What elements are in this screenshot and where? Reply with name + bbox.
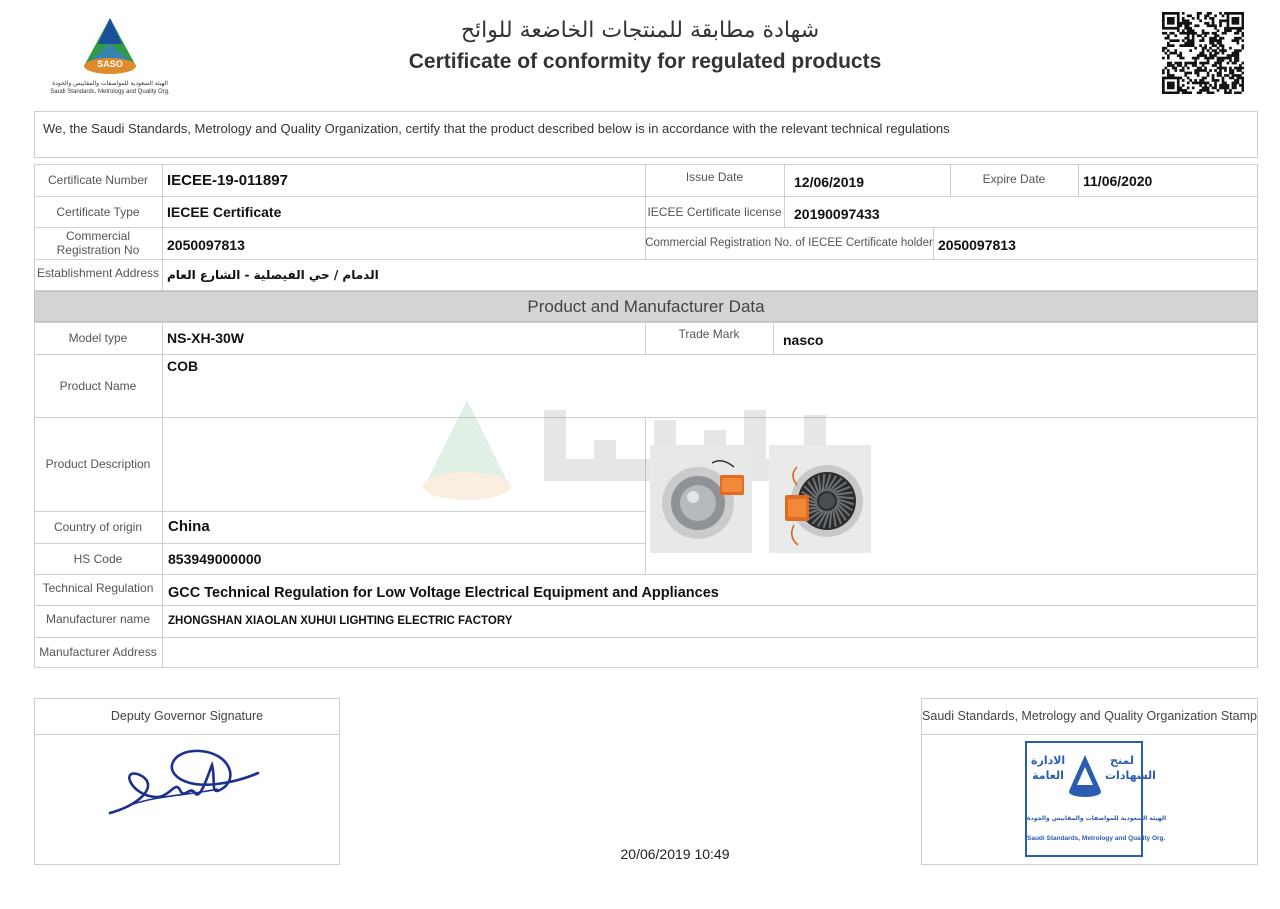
certificate-number: IECEE-19-011897 — [167, 171, 288, 189]
iecee-license: 20190097433 — [794, 205, 880, 222]
establishment-address: الدمام / حي الفيصلية - الشارع العام — [167, 268, 379, 282]
technical-regulation-label: Technical Regulation — [42, 581, 154, 595]
cr-holder-label: Commercial Registration No. of IECEE Certificate holder — [645, 237, 933, 249]
hs-code-label: HS Code — [73, 551, 123, 566]
establishment-address-label: Establishment Address — [36, 266, 160, 280]
model-type-label: Model type — [68, 331, 128, 345]
signature — [100, 745, 270, 825]
saso-logo-icon — [40, 14, 180, 100]
technical-regulation: GCC Technical Regulation for Low Voltage Electrical Equipment and Appliances — [168, 585, 719, 601]
manufacturer-name-label: Manufacturer name — [45, 612, 151, 626]
saso-stamp — [1025, 741, 1167, 857]
stamp-arabic-left: لمنح الشهادات — [1105, 754, 1156, 782]
logo-text: SASO — [97, 59, 123, 69]
product-name-label: Product Name — [59, 378, 137, 393]
country-of-origin: China — [168, 517, 210, 535]
product-description-label: Product Description — [45, 457, 151, 471]
commercial-registration: 2050097813 — [167, 237, 245, 253]
certificate-number-label: Certificate Number — [47, 173, 149, 187]
expire-date-label: Expire Date — [982, 172, 1046, 186]
expire-date: 11/06/2020 — [1083, 173, 1153, 189]
downlight-front-icon — [650, 445, 752, 553]
issue-date-label: Issue Date — [685, 170, 744, 184]
manufacturer-name: ZHONGSHAN XIAOLAN XUHUI LIGHTING ELECTRIC FACTORY — [168, 615, 513, 627]
product-image-back — [769, 445, 871, 553]
product-image-front — [650, 445, 752, 553]
stamp-logo-icon — [1065, 753, 1105, 799]
issue-date: 12/06/2019 — [794, 174, 865, 190]
manufacturer-address-label: Manufacturer Address — [39, 644, 157, 659]
qr-code-icon — [1162, 12, 1244, 94]
qr-code[interactable] — [1162, 12, 1244, 94]
cr-holder: 2050097813 — [938, 237, 1016, 253]
stamp-caption-en: Saudi Standards, Metrology and Quality Org. — [1027, 835, 1166, 842]
trade-mark-label: Trade Mark — [678, 327, 740, 341]
country-of-origin-label: Country of origin — [53, 520, 143, 534]
commercial-registration-label: Commercial Registration No — [56, 229, 140, 257]
downlight-back-icon — [769, 445, 871, 553]
hs-code: 853949000000 — [168, 550, 262, 567]
logo-caption-ar: الهيئة السعودية للمواصفات والمقاييس والجودة — [52, 80, 168, 87]
certificate-type-label: Certificate Type — [56, 204, 140, 219]
intro-text: We, the Saudi Standards, Metrology and Quality Organization, certify that the product described below is in accordance with the relevant technical regulations — [43, 121, 950, 136]
logo-caption-en: Saudi Standards, Metrology and Quality Org. — [50, 89, 170, 95]
intro-box — [34, 111, 1258, 158]
saso-logo — [40, 14, 180, 100]
timestamp: 20/06/2019 10:49 — [620, 846, 730, 862]
stamp-caption-ar: الهيئة السعودية للمواصفات والمقاييس والجودة — [1027, 815, 1167, 822]
model-type: NS-XH-30W — [167, 330, 245, 346]
stamp-label: Saudi Standards, Metrology and Quality Organization Stamp — [922, 709, 1257, 723]
product-name: COB — [167, 358, 199, 374]
certificate-type: IECEE Certificate — [167, 203, 282, 220]
product-section-title: Product and Manufacturer Data — [34, 291, 1258, 322]
trade-mark: nasco — [783, 332, 824, 348]
iecee-license-label: IECEE Certificate license — [647, 204, 782, 219]
page-title-arabic: شهادة مطابقة للمنتجات الخاضعة للوائح — [460, 18, 820, 43]
signature-icon — [100, 745, 270, 825]
manufacturer-address — [162, 637, 962, 668]
stamp-arabic-right: الادارة العامة — [1031, 754, 1066, 782]
page-title: Certificate of conformity for regulated products — [408, 50, 882, 73]
signature-label: Deputy Governor Signature — [110, 709, 264, 723]
